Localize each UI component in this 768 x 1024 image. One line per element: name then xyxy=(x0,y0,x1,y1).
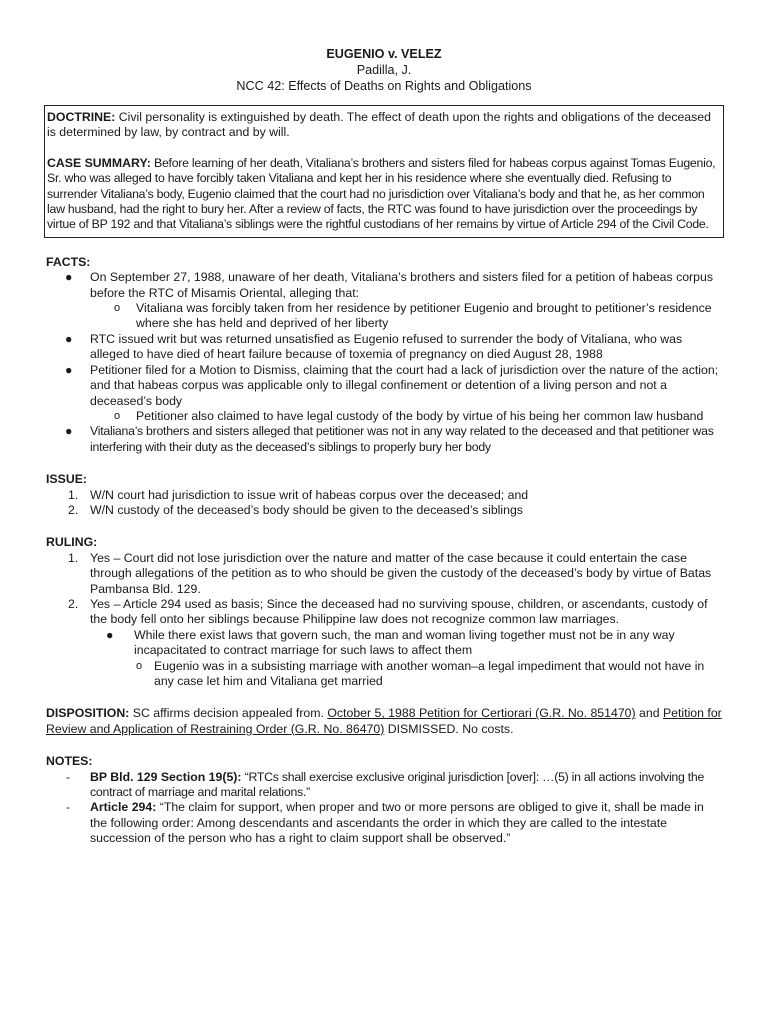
issue-item xyxy=(44,503,724,518)
notes-list xyxy=(44,770,724,847)
issue-item xyxy=(44,488,724,503)
note-item xyxy=(44,770,724,801)
sub-bullet-icon: o xyxy=(136,659,143,672)
case-summary-text: Before learning of her death, Vitaliana’s brothers and sisters filed for habeas corpus against Tomas Eugenio, Sr. who was alleged to have forcibly taken Vitaliana and kept her in his residence where she eventually died. Refusing to surrender Vitaliana’s body, Eugenio claimed that the court had no jurisdiction over Vitaliana’s body and that he, as her common law husband, had the right to bury her. After a review of facts, the RTC was found to have jurisdiction over the proceedings by virtue of BP 192 and that Vitaliana’s siblings were the rightful custodians of her remains by virtue of Article 294 of the Civil Code. xyxy=(47,155,716,232)
fact-subtext: Petitioner also claimed to have legal custody of the body by virtue of his being her common law husband xyxy=(136,408,704,423)
ruling-subsubtext: Eugenio was in a subsisting marriage with another woman–a legal impediment that would not have in any case let him and Vitaliana get married xyxy=(154,658,705,688)
fact-item xyxy=(44,270,724,332)
ruling-text: Yes – Court did not lose jurisdiction over the nature and matter of the case because it could entertain the case through allegations of the petition as to who should be given the custody of the deceased’s body by virtue of Batas Pambansa Bld. 129. xyxy=(90,550,712,596)
ruling-label: RULING: xyxy=(46,535,98,550)
disposition-text: DISMISSED. No costs. xyxy=(384,721,514,736)
note-heading: BP Bld. 129 Section 19(5): xyxy=(90,769,242,784)
note-item xyxy=(44,800,724,846)
facts-list xyxy=(44,270,724,455)
disposition-text: and xyxy=(635,706,663,721)
doctrine-paragraph xyxy=(47,110,720,141)
notes-label: NOTES: xyxy=(46,754,93,769)
bullet-icon: ● xyxy=(65,270,73,285)
ruling-text: Yes – Article 294 used as basis; Since the deceased had no surviving spouse, children, or ascendants, custody of the body fell onto her siblings because Philippine law does not recognize common law marriages. xyxy=(90,596,708,627)
bullet-icon: ● xyxy=(65,331,73,346)
fact-sublist xyxy=(44,409,724,424)
fact-text: Vitaliana’s brothers and sisters alleged that petitioner was not in any way related to the deceased and that petitioner was interfering with their duty as the deceased’s siblings to properly bury her body xyxy=(90,424,714,454)
ruling-subsublist xyxy=(44,659,724,690)
bullet-icon: ● xyxy=(65,362,73,377)
ruling-number: 1. xyxy=(68,550,79,565)
bullet-icon: ● xyxy=(106,627,114,642)
ruling-item xyxy=(44,551,724,597)
topic-line: NCC 42: Effects of Deaths on Rights and Obligations xyxy=(236,79,532,93)
fact-text: RTC issued writ but was returned unsatisfied as Eugenio refused to surrender the body of Vitaliana, who was alleged to have died of heart failure because of toxemia of pregnancy on died August 28, 1988 xyxy=(90,331,683,362)
case-digest-page xyxy=(44,0,724,847)
ruling-subitem xyxy=(44,628,724,690)
issue-list xyxy=(44,488,724,519)
issue-number: 2. xyxy=(68,502,79,517)
disposition-label: DISPOSITION: xyxy=(46,706,130,721)
fact-text: Petitioner filed for a Motion to Dismiss, claiming that the court had a lack of jurisdiction over the nature of the action; and that habeas corpus was applicable only to illegal confinement or detention of a living person and not a deceased’s body xyxy=(90,362,719,408)
ruling-subtext: While there exist laws that govern such, the man and woman living together must not be in any way incapacitated to contract marriage for such laws to affect them xyxy=(134,627,675,658)
justice-name: Padilla, J. xyxy=(356,63,412,77)
dash-marker: - xyxy=(66,769,71,784)
doctrine-text: Civil personality is extinguished by death. The effect of death upon the rights and obligations of the deceased is determined by law, by contract and by will. xyxy=(47,110,711,140)
disposition-paragraph xyxy=(46,706,724,737)
ruling-subsubitem xyxy=(44,659,724,690)
bullet-icon: ● xyxy=(65,424,73,439)
note-text: “RTCs shall exercise exclusive original jurisdiction [over]: …(5) in all actions involving the contract of marriage and marital relations.” xyxy=(90,769,705,800)
facts-label: FACTS: xyxy=(46,254,91,269)
ruling-list xyxy=(44,551,724,690)
fact-item xyxy=(44,363,724,425)
fact-subitem xyxy=(44,301,724,332)
fact-sublist xyxy=(44,301,724,332)
case-summary-label: CASE SUMMARY: xyxy=(47,155,151,170)
note-heading: Article 294: xyxy=(90,800,157,815)
summary-box xyxy=(44,105,724,238)
note-text: “The claim for support, when proper and two or more persons are obliged to give it, shall be made in the following order: Among descendants and ascendants the order in which they are called to the intestate succession of the person who has a right to claim support shall be observed.” xyxy=(90,800,704,846)
issue-label: ISSUE: xyxy=(46,472,87,487)
ruling-sublist xyxy=(44,628,724,690)
fact-text: On September 27, 1988, unaware of her death, Vitaliana’s brothers and sisters filed for a petition of habeas corpus before the RTC of Misamis Oriental, alleging that: xyxy=(90,270,713,300)
ruling-number: 2. xyxy=(68,596,79,611)
fact-item xyxy=(44,424,724,455)
doctrine-label: DOCTRINE: xyxy=(47,110,116,124)
certiorari-petition-reference: October 5, 1988 Petition for Certiorari (G.R. No. 851470) xyxy=(327,706,636,721)
sub-bullet-icon: o xyxy=(114,302,121,315)
fact-item xyxy=(44,332,724,363)
case-title: EUGENIO v. VELEZ xyxy=(326,47,442,61)
dash-marker: - xyxy=(66,800,71,815)
sub-bullet-icon: o xyxy=(114,409,121,422)
issue-text: W/N custody of the deceased’s body should be given to the deceased’s siblings xyxy=(90,502,523,517)
fact-subitem xyxy=(44,409,724,424)
ruling-item xyxy=(44,597,724,689)
issue-text: W/N court had jurisdiction to issue writ of habeas corpus over the deceased; and xyxy=(90,487,529,502)
disposition-text: SC affirms decision appealed from. xyxy=(129,706,328,721)
fact-subtext: Vitaliana was forcibly taken from her residence by petitioner Eugenio and brought to petitioner’s residence where she has held and deprived of her liberty xyxy=(136,301,712,331)
case-summary-paragraph xyxy=(47,156,720,233)
review-petition-reference: Petition for Review and Application of Restraining Order (G.R. No. 86470) xyxy=(46,706,722,736)
issue-number: 1. xyxy=(68,487,79,502)
header xyxy=(44,46,724,94)
